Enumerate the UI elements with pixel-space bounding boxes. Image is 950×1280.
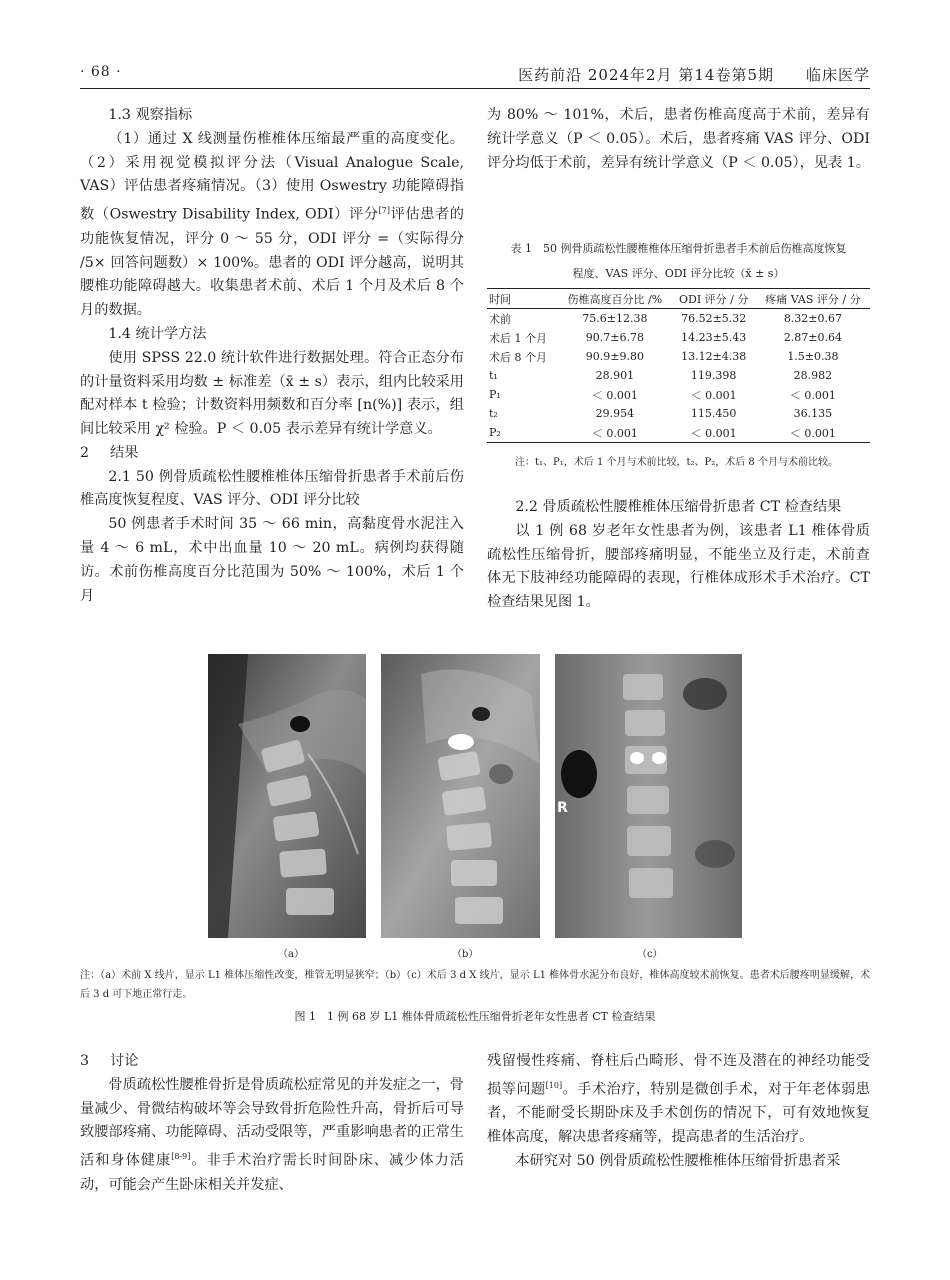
table-cell: ＜ 0.001	[690, 426, 737, 440]
citation: [7]	[378, 206, 390, 216]
discussion-text-cont: 残留慢性疼痛、脊柱后凸畸形、骨不连及潜在的神经功能受损等问题[10]。手术治疗，特别是微创手术，对于年老体弱患者，不能耐受长期卧床及手术创伤的情况下，可有效地恢复椎体高度，解决患者疼痛等，提高患者的生活治疗。	[487, 1053, 870, 1146]
table-cell: 术后 8 个月	[489, 350, 547, 364]
table-cell: 76.52±5.32	[681, 312, 747, 325]
figure-1-note: 注：（a）术前 X 线片，显示 L1 椎体压缩性改变，椎管无明显狭窄；（b）（c）术后 3 d X 线片，显示 L1 椎体骨水泥分布良好，椎体高度较术前恢复。患者术后腰疼明显缓解，术后 3 d 可下地正常行走。	[80, 970, 870, 1000]
section-2-1-text-cont: 为 80% ～ 101%，术后，患者伤椎高度高于术前，差异有统计学意义（P ＜ 0.05）。术后，患者疼痛 VAS 评分、ODI 评分均低于术前，差异有统计学意义（P ＜ 0.05），见表 1。	[487, 107, 870, 171]
table-cell: 术前	[489, 312, 511, 326]
section-1-4-text: 使用 SPSS 22.0 统计软件进行数据处理。符合正态分布的计量资料采用均数 ± 标准差（x̄ ± s）表示，组内比较采用配对样本 t 检验；计数资料用频数和百分率 [n(%)] 表示，组间比较采用 χ² 检验。P ＜ 0.05 表示差异有统计学意义。	[80, 349, 464, 438]
header-rule	[80, 88, 870, 89]
figure-label-a: （a）	[278, 949, 304, 960]
citation: [8-9]	[171, 1152, 191, 1162]
xray-image-a	[208, 654, 366, 938]
xray-image-c	[555, 654, 742, 938]
table-cell: 115.450	[690, 407, 737, 420]
table-cell: 36.135	[793, 407, 833, 420]
table-cell: 2.87±0.64	[783, 331, 843, 344]
table-header: 伤椎高度百分比 /%	[567, 292, 663, 306]
table-1-caption: 表 1 50 例骨质疏松性腰椎椎体压缩骨折患者手术前后伤椎高度恢复 程度、VAS 评分、ODI 评分比较（x̄ ± s）	[510, 242, 847, 280]
table-1	[487, 288, 870, 443]
table-cell: 119.398	[690, 369, 737, 382]
table-cell: 13.12±4.38	[681, 350, 747, 363]
table-cell: 14.23±5.43	[681, 331, 747, 344]
table-cell: 75.6±12.38	[582, 312, 648, 325]
section-2-1-text: 50 例患者手术时间 35 ～ 66 min，高黏度骨水泥注入量 4 ～ 6 mL，术中出血量 10 ～ 20 mL。病例均获得随访。术前伤椎高度百分比范围为 50% ～ 100%，术后 1 个月	[80, 516, 464, 604]
table-cell: ＜ 0.001	[591, 388, 638, 402]
discussion-text: 骨质疏松性腰椎骨折是骨质疏松症常见的并发症之一，骨量减少、骨微结构破坏等会导致骨折危险性升高，骨折后可导致腰部疼痛、功能障碍、活动受限等，严重影响患者的正常生活和身体健康[8-9]。非手术治疗需长时间卧床、减少体力活动，可能会产生卧床相关并发症、	[80, 1076, 464, 1193]
discussion-text-2: 本研究对 50 例骨质疏松性腰椎椎体压缩骨折患者采	[515, 1152, 841, 1169]
section-1-3-text: （1）通过 X 线测量伤椎椎体压缩最严重的高度变化。（2）采用视觉模拟评分法（Visual Analogue Scale, VAS）评估患者疼痛情况。（3）使用 Oswestry 功能障碍指数（Oswestry Disability Index, ODI）评分[7]评估患者的功能恢复情况，评分 0 ～ 55 分，ODI 评分 =（实际得分 /5× 回答问题数）× 100%。患者的 ODI 评分越高，说明其腰椎功能障碍越大。收集患者术前、术后 1 个月及术后 8 个月的数据。	[80, 130, 464, 319]
table-row	[487, 423, 870, 443]
table-row	[487, 385, 870, 404]
table-row	[487, 309, 870, 329]
table-cell: 29.954	[595, 407, 635, 420]
table-cell: ＜ 0.001	[789, 426, 836, 440]
section-1-4-heading: 1.4 统计学方法	[108, 325, 207, 342]
left-column	[80, 104, 464, 608]
discussion-left	[80, 1050, 464, 1198]
journal-header: 医药前沿 2024年2月 第14卷第5期 临床医学	[518, 66, 870, 84]
table-cell: 1.5±0.38	[787, 350, 839, 363]
table-row	[487, 366, 870, 385]
table-cell: 28.901	[595, 369, 635, 382]
table-cell: 90.9±9.80	[585, 350, 644, 363]
discussion-right	[487, 1050, 870, 1174]
table-cell: 28.982	[793, 369, 833, 382]
table-cell: t₂	[489, 407, 498, 420]
table-1-note: 注：t₁、P₁，术后 1 个月与术前比较，t₂、P₂，术后 8 个月与术前比较。	[515, 457, 838, 468]
table-header: ODI 评分 / 分	[678, 292, 749, 306]
figure-label-c: （c）	[637, 949, 663, 960]
page-number: · 68 ·	[80, 64, 122, 80]
table-cell: 90.7±6.78	[585, 331, 644, 344]
r-side-marker: R	[557, 800, 568, 816]
table-cell: ＜ 0.001	[690, 388, 737, 402]
section-2-1-heading: 2.1 50 例骨质疏松性腰椎椎体压缩骨折患者手术前后伤椎高度恢复程度、VAS 评分、ODI 评分比较	[80, 468, 464, 509]
section-2-2-text: 以 1 例 68 岁老年女性患者为例，该患者 L1 椎体骨质疏松性压缩骨折，腰部疼痛明显，不能坐立及行走，术前查体无下肢神经功能障碍的表现，行椎体成形术手术治疗。CT 检查结果见图 1。	[487, 522, 870, 611]
figure-1-caption: 图 1 1 例 68 岁 L1 椎体骨质疏松性压缩骨折老年女性患者 CT 检查结果	[294, 1010, 656, 1023]
section-3-heading: 3 讨论	[80, 1053, 139, 1069]
table-cell: P₂	[489, 426, 501, 439]
table-row	[487, 404, 870, 423]
figure-label-b: （b）	[452, 949, 479, 960]
section-2-2-heading: 2.2 骨质疏松性腰椎椎体压缩骨折患者 CT 检查结果	[515, 499, 842, 515]
table-header: 时间	[489, 292, 511, 306]
section-2-2	[487, 496, 870, 615]
table-row	[487, 328, 870, 347]
right-column	[487, 104, 870, 175]
table-cell: ＜ 0.001	[789, 388, 836, 402]
table-cell: 术后 1 个月	[489, 331, 547, 345]
table-cell: t₁	[489, 369, 498, 382]
table-row	[487, 347, 870, 366]
table-cell: ＜ 0.001	[591, 426, 638, 440]
table-header: 疼痛 VAS 评分 / 分	[765, 292, 861, 306]
table-cell: 8.32±0.67	[783, 312, 843, 325]
table-cell: P₁	[489, 388, 501, 401]
table-header-row	[487, 289, 870, 309]
citation: [10]	[545, 1080, 563, 1090]
section-1-3-heading: 1.3 观察指标	[108, 107, 193, 123]
section-2-heading: 2 结果	[80, 444, 139, 461]
xray-image-b	[381, 654, 540, 938]
